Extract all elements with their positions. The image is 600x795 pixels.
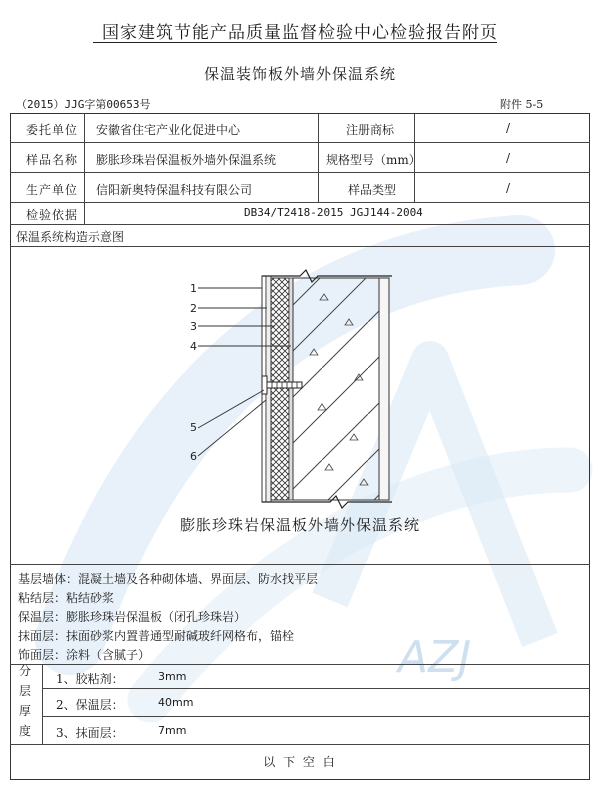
row-divider: [10, 744, 590, 745]
type-value: /: [506, 181, 511, 195]
thickness-side-label: 度: [18, 724, 31, 738]
layer-value: 膨胀珍珠岩保温板（闭孔珍珠岩）: [66, 610, 247, 624]
adhesive-layer: [289, 278, 293, 500]
callout-5: 5: [190, 421, 197, 434]
layer-value: 涂料（含腻子）: [66, 648, 151, 662]
layer-label: 抹面层：: [18, 629, 67, 643]
model-value: /: [506, 151, 511, 165]
watermark-text: AZJ: [398, 632, 472, 683]
thickness-name: 1、胶粘剂：: [56, 672, 124, 686]
row-divider: [10, 246, 590, 247]
layer-row-render: [18, 627, 294, 644]
col-divider: [318, 113, 319, 202]
producer-value: 信阳新奥特保温科技有限公司: [96, 183, 253, 197]
row-divider: [42, 688, 590, 689]
basis-label: 检验依据: [26, 208, 79, 222]
layer-row-finish: [18, 646, 150, 663]
layer-row-insulation: [18, 608, 246, 625]
layer-label: 基层墙体：: [18, 572, 79, 586]
layer-value: 粘结砂浆: [66, 591, 115, 605]
thickness-value: 3mm: [158, 670, 187, 683]
client-label: 委托单位: [26, 123, 79, 137]
sample-value: 膨胀珍珠岩保温板外墙外保温系统: [96, 153, 277, 167]
base-wall: [293, 278, 379, 500]
thickness-side-label: 厚: [18, 704, 31, 718]
row-divider: [10, 142, 590, 143]
layer-label: 粘结层：: [18, 591, 67, 605]
trademark-label: 注册商标: [346, 123, 395, 137]
report-subtitle: 保温装饰板外墙外保温系统: [203, 65, 396, 83]
row-divider: [42, 716, 590, 717]
thickness-name: 2、保温层：: [56, 698, 124, 712]
report-number: （2015）JJG字第00653号: [16, 98, 151, 111]
thickness-side-label: 层: [18, 684, 31, 698]
col-divider: [42, 664, 43, 744]
col-divider: [84, 113, 85, 224]
layer-label: 饰面层：: [18, 648, 67, 662]
row-divider: [10, 202, 590, 203]
basis-value: DB34/T2418-2015 JGJ144-2004: [244, 206, 423, 219]
layer-label: 保温层：: [18, 610, 67, 624]
layer-value: 混凝土墙及各种砌体墙、界面层、防水找平层: [78, 572, 319, 586]
row-divider: [10, 224, 590, 225]
construction-diagram: [180, 268, 420, 510]
callout-4: 4: [190, 340, 197, 353]
sample-label: 样品名称: [26, 153, 79, 167]
insulation-board: [271, 278, 289, 500]
title-underline: [93, 42, 497, 43]
thickness-side-label: 分: [18, 664, 31, 678]
type-label: 样品类型: [348, 183, 397, 197]
client-value: 安徽省住宅产业化促进中心: [96, 123, 241, 137]
callout-3: 3: [190, 320, 197, 333]
inner-plaster: [379, 278, 389, 500]
callout-6: 6: [190, 450, 197, 463]
diagram-caption: 膨胀珍珠岩保温板外墙外保温系统: [179, 516, 420, 534]
layer-row-bonding: [18, 589, 114, 606]
row-divider: [10, 564, 590, 565]
blank-note: 以 下 空 白: [263, 755, 337, 769]
layer-value: 抹面砂浆内置普通型耐碱玻纤网格布，锚栓: [66, 629, 295, 643]
producer-label: 生产单位: [26, 183, 79, 197]
thickness-value: 7mm: [158, 724, 187, 737]
annex-number: 附件 5-5: [500, 98, 544, 111]
diagram-section-label: 保温系统构造示意图: [16, 230, 125, 244]
row-divider: [10, 664, 590, 665]
callout-2: 2: [190, 302, 197, 315]
callout-1: 1: [190, 282, 197, 295]
thickness-name: 3、抹面层：: [56, 726, 124, 740]
layer-row-base-wall: [18, 570, 318, 587]
row-divider: [10, 172, 590, 173]
report-title: 国家建筑节能产品质量监督检验中心检验报告附页: [102, 23, 498, 43]
thickness-value: 40mm: [158, 696, 194, 709]
model-label: 规格型号（mm）: [326, 153, 421, 167]
trademark-value: /: [506, 121, 511, 135]
